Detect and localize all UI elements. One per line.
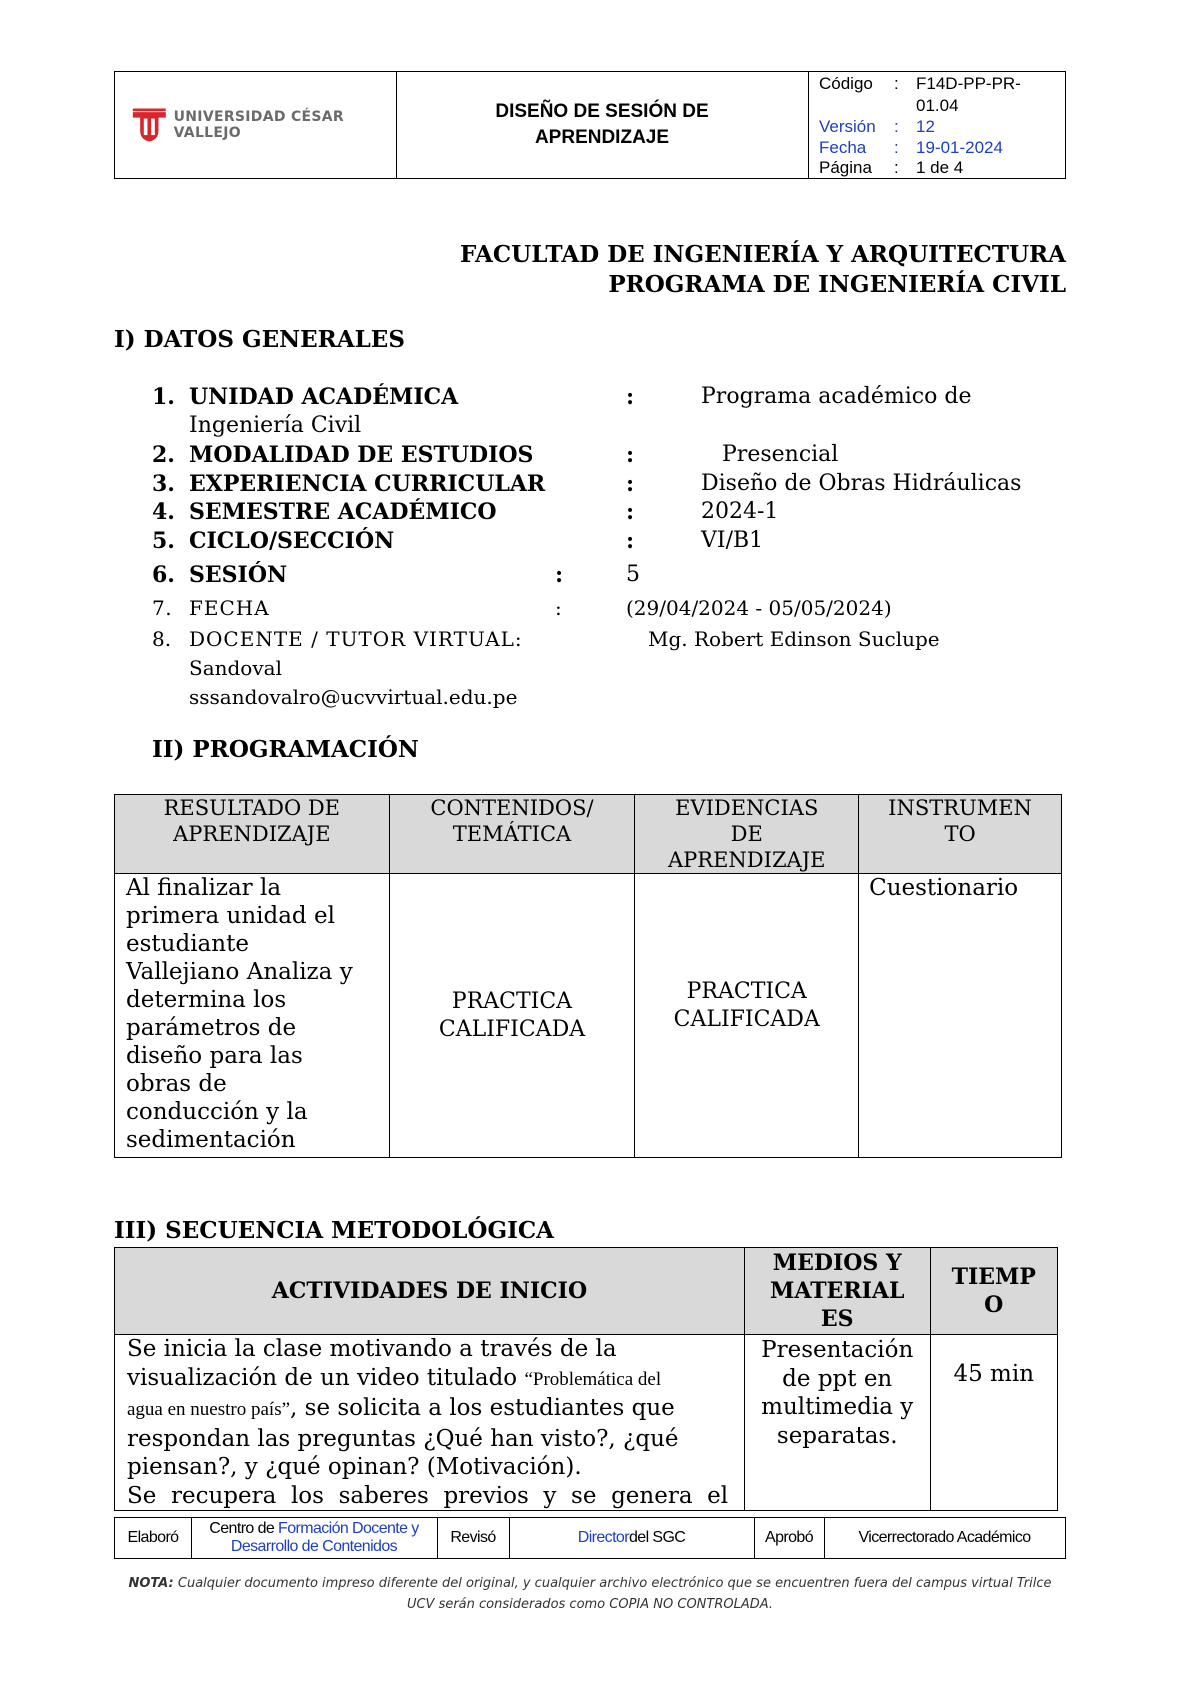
codigo-value-line1: F14D-PP-PR- bbox=[916, 74, 1021, 93]
secuencia-header-row bbox=[115, 1248, 1058, 1335]
logo-text: UNIVERSIDAD CÉSAR VALLEJO bbox=[173, 109, 344, 141]
cell-contenidos: PRACTICA CALIFICADA bbox=[389, 874, 635, 1158]
datos-sep-3: : bbox=[626, 471, 635, 497]
datos-num-7: 7. bbox=[152, 596, 173, 620]
nota-line1: Cualquier documento impreso diferente del original, y cualquier archivo electrónico que se encuentren fuera del campus virtual Trilce bbox=[173, 1576, 1052, 1591]
datos-num-5: 5. bbox=[152, 528, 175, 554]
datos-num-2: 2. bbox=[152, 442, 175, 468]
secuencia-row bbox=[115, 1335, 1058, 1511]
nota-line2: UCV serán considerados como COPIA NO CONTROLADA. bbox=[406, 1597, 774, 1612]
datos-value-6: 5 bbox=[626, 562, 640, 587]
datos-num-3: 3. bbox=[152, 471, 175, 497]
cell-medios: Presentación de ppt en multimedia y separatas. bbox=[744, 1335, 930, 1511]
program-name: PROGRAMA DE INGENIERÍA CIVIL bbox=[608, 271, 1066, 298]
meta-version: Versión : 12 bbox=[819, 117, 935, 136]
section-datos-generales: I) DATOS GENERALES bbox=[114, 326, 405, 353]
datos-sep-6: : bbox=[555, 562, 564, 588]
datos-num-1: 1. bbox=[152, 384, 175, 410]
docente-email: sssandovalro@ucvvirtual.edu.pe bbox=[189, 685, 518, 709]
footer-director: Director del SGC bbox=[509, 1518, 755, 1558]
section-programacion: II) PROGRAMACIÓN bbox=[152, 736, 419, 763]
cell-tiempo: 45 min bbox=[930, 1335, 1057, 1511]
datos-num-6: 6. bbox=[152, 562, 175, 588]
datos-value-2: Presencial bbox=[722, 442, 839, 467]
footer-centro: Centro de Formación Docente y Desarrollo de Contenidos bbox=[191, 1518, 438, 1558]
datos-value-7: (29/04/2024 - 05/05/2024) bbox=[626, 596, 892, 620]
datos-label-3: EXPERIENCIA CURRICULAR bbox=[189, 471, 546, 497]
meta-pagina: Página : 1 de 4 bbox=[819, 158, 964, 177]
programacion-header-row bbox=[115, 795, 1062, 874]
cell-actividades: Se inicia la clase motivando a través de la visualización de un video titulado “Problemática del agua en nuestro país”, se solicita a los estudiantes que respondan las preguntas ¿Qué han visto?, ¿qué piensan?, y ¿qué opinan? (Motivación). Se recupera los saberes previos y se genera el bbox=[115, 1335, 745, 1511]
datos-label-7: FECHA bbox=[189, 596, 270, 620]
footer-reviso: Revisó bbox=[437, 1518, 510, 1558]
cell-resultado: Al finalizar la primera unidad el estudiante Vallejiano Analiza y determina los parámetros de diseño para las obras de conducción y la sedimentación bbox=[115, 874, 390, 1158]
footer-vicerrectorado: Vicerrectorado Académico bbox=[858, 1529, 1031, 1546]
nota-label: NOTA: bbox=[128, 1576, 174, 1591]
header-resultado: RESULTADO DE APRENDIZAJE bbox=[115, 795, 390, 874]
datos-label-8: DOCENTE / TUTOR VIRTUAL: bbox=[189, 627, 523, 651]
datos-sep-1: : bbox=[626, 384, 635, 410]
cell-evidencias: PRACTICA CALIFICADA bbox=[635, 874, 859, 1158]
datos-sep-2: : bbox=[626, 442, 635, 468]
datos-value-5: VI/B1 bbox=[701, 528, 764, 553]
doc-title-line2: APRENDIZAJE bbox=[534, 127, 670, 148]
header-evidencias: EVIDENCIAS DE APRENDIZAJE bbox=[635, 795, 859, 874]
secuencia-table bbox=[114, 1247, 1058, 1511]
datos-label-5: CICLO/SECCIÓN bbox=[189, 528, 395, 554]
datos-value-1-cont: Ingeniería Civil bbox=[189, 413, 362, 438]
footer-elaboro: Elaboró bbox=[115, 1518, 192, 1558]
datos-value-8: Mg. Robert Edinson Suclupe bbox=[648, 627, 940, 651]
doc-title-line1: DISEÑO DE SESIÓN DE bbox=[495, 101, 709, 122]
header-contenidos: CONTENIDOS/ TEMÁTICA bbox=[389, 795, 635, 874]
footer-aprobo: Aprobó bbox=[754, 1518, 825, 1558]
datos-value-1: Programa académico de bbox=[701, 384, 972, 409]
datos-sep-5: : bbox=[626, 528, 635, 554]
datos-num-4: 4. bbox=[152, 499, 175, 525]
datos-sep-4: : bbox=[626, 499, 635, 525]
datos-label-6: SESIÓN bbox=[189, 562, 288, 588]
datos-label-1: UNIDAD ACADÉMICA bbox=[189, 384, 459, 410]
codigo-value-line2: 01.04 bbox=[916, 96, 959, 115]
faculty-name: FACULTAD DE INGENIERÍA Y ARQUITECTURA bbox=[460, 241, 1066, 268]
header-instrumento: INSTRUMEN TO bbox=[859, 795, 1062, 874]
datos-value-8-cont: Sandoval bbox=[189, 656, 282, 680]
programacion-row bbox=[115, 874, 1062, 1158]
header-tiempo: TIEMP O bbox=[930, 1248, 1057, 1335]
approval-footer bbox=[114, 1517, 1066, 1559]
datos-label-2: MODALIDAD DE ESTUDIOS bbox=[189, 442, 534, 468]
datos-value-4: 2024-1 bbox=[701, 499, 779, 524]
header-medios: MEDIOS Y MATERIAL ES bbox=[744, 1248, 930, 1335]
meta-fecha: Fecha : 19-01-2024 bbox=[819, 138, 1003, 157]
datos-sep-7: : bbox=[555, 596, 562, 620]
header-actividades-inicio: ACTIVIDADES DE INICIO bbox=[115, 1248, 745, 1335]
meta-codigo: Código : F14D-PP-PR- bbox=[819, 74, 1021, 93]
datos-num-8: 8. bbox=[152, 627, 172, 651]
datos-value-3: Diseño de Obras Hidráulicas bbox=[701, 471, 1022, 496]
cell-instrumento: Cuestionario bbox=[859, 874, 1062, 1158]
programacion-table bbox=[114, 794, 1062, 1158]
section-secuencia: III) SECUENCIA METODOLÓGICA bbox=[114, 1217, 555, 1244]
footer-note bbox=[114, 1573, 1066, 1615]
datos-generales-list bbox=[0, 0, 1200, 720]
datos-label-4: SEMESTRE ACADÉMICO bbox=[189, 499, 497, 525]
